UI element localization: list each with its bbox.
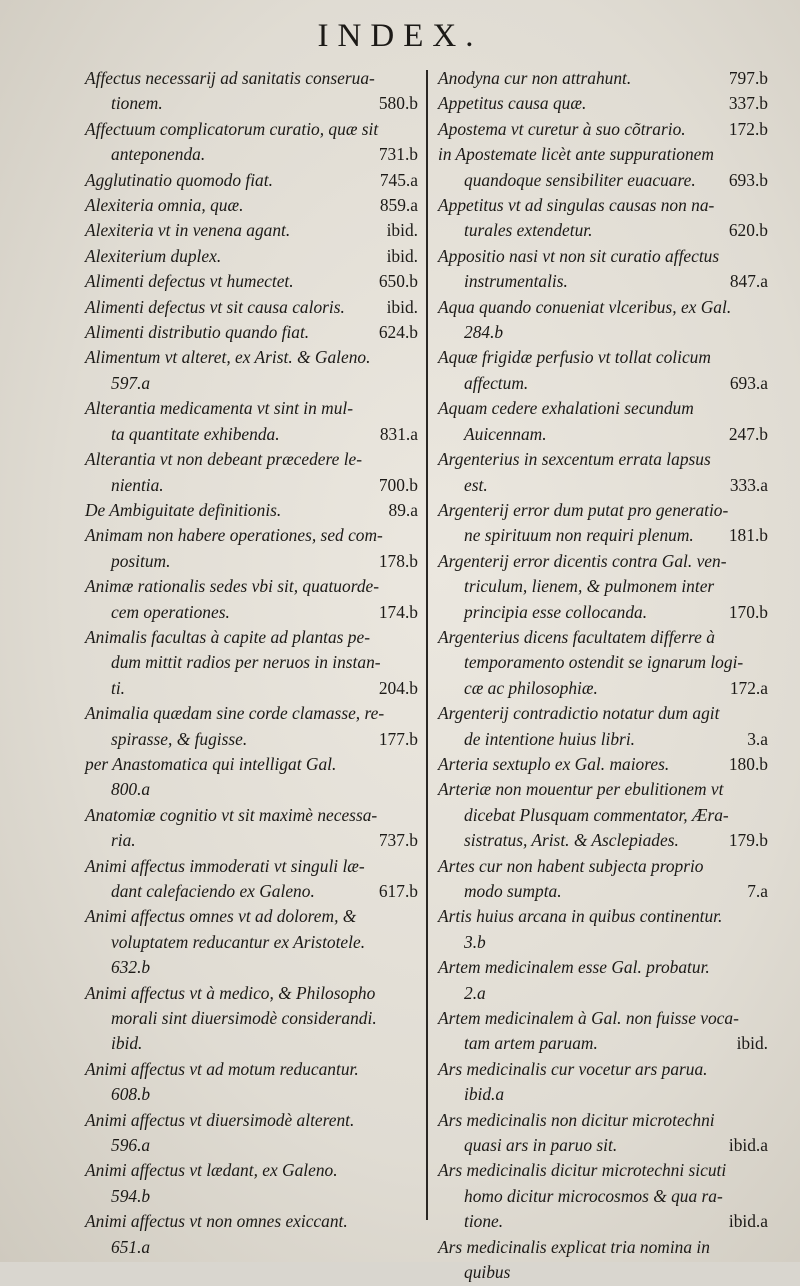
page-reference: 737.b [378,830,418,851]
entry-line [85,854,418,879]
entry-text: quasi ars in paruo sit. [464,1135,618,1156]
entry-line [438,879,768,904]
index-entry [438,295,768,346]
entry-line [438,1209,768,1234]
entry-text: est. [464,474,488,495]
entry-text: ria. [111,830,136,851]
entry-line [85,676,418,701]
entry-text: Animi affectus vt diuersimodè alterent. [85,1109,355,1130]
page-reference: 337.b [728,93,768,114]
entry-text: Artem medicinalem à Gal. non fuisse voca- [438,1008,739,1029]
entry-line [85,371,418,396]
entry-line [85,955,418,980]
index-entry [438,117,768,142]
entry-line [438,904,768,929]
page-reference: ibid.a [728,1211,768,1232]
index-entry [85,396,418,447]
entry-line [438,955,768,980]
entry-text: Animi affectus vt non omnes exiccant. [85,1211,348,1232]
entry-text: anteponenda. [111,144,206,165]
entry-line [85,828,418,853]
entry-text: Animi affectus omnes vt ad dolorem, & [85,906,357,927]
entry-text: instrumentalis. [464,271,568,292]
page-reference: ibid.a [728,1135,768,1156]
entry-text: principia esse collocanda. [464,601,648,622]
entry-text: dant calefaciendo ex Galeno. [111,881,315,901]
entry-text: positum. [111,550,171,571]
entry-line [85,803,418,828]
index-entry [438,1108,768,1159]
entry-text: Arteriæ non mouentur per ebulitionem vt [438,779,724,800]
entry-line [85,1209,418,1234]
index-entry [85,447,418,498]
entry-text: 597.a [111,372,151,393]
index-entry [85,1209,418,1260]
entry-text: nientia. [111,474,164,495]
entry-line [85,1082,418,1107]
entry-line [85,981,418,1006]
entry-text: 632.b [111,957,151,978]
entry-text: Animalia quædam sine corde clamasse, re- [85,703,385,724]
entry-text: Alexiteria omnia, quæ. [85,195,244,216]
index-entry [85,574,418,625]
entry-line [438,218,768,243]
entry-text: Appetitus vt ad singulas causas non na- [438,195,715,216]
entry-line [438,777,768,802]
entry-text: Animi affectus vt ad motum reducantur. [85,1058,359,1079]
entry-line [438,600,768,625]
page-reference: 177.b [378,728,418,749]
entry-text: cæ ac philosophiæ. [464,677,598,698]
index-entry [438,1006,768,1057]
index-entry [438,498,768,549]
page-reference: 247.b [728,423,768,444]
entry-text: dum mittit radios per neruos in instan- [111,652,381,673]
entry-text: Aqua quando conueniat vlceribus, ex Gal. [438,296,732,317]
entry-line [85,1031,418,1056]
entry-line [85,193,418,218]
entry-line [438,523,768,548]
index-entry [438,701,768,752]
entry-text: Arteria sextuplo ex Gal. maiores. [438,753,670,774]
entry-line [438,345,768,370]
entry-text: Argenterius dicens facultatem differre à [438,626,715,647]
index-entry [85,1108,418,1159]
entry-line [438,1082,768,1107]
entry-line [85,447,418,472]
page-reference: 731.b [378,144,418,165]
index-entry [85,117,418,168]
index-entry [85,218,418,243]
entry-text: Animæ rationalis sedes vbi sit, quatuorde- [85,576,380,597]
index-entry [85,269,418,294]
page-reference: 693.a [729,372,768,393]
entry-line [438,1133,768,1158]
index-entry [438,447,768,498]
index-entry [438,66,768,91]
index-entry [85,625,418,701]
entry-line [438,625,768,650]
entry-line [438,244,768,269]
entry-text: Anodyna cur non attrahunt. [438,68,632,88]
index-entry [85,752,418,803]
entry-line [438,1108,768,1133]
entry-text: homo dicitur microcosmos & qua ra- [464,1185,723,1206]
entry-text: dicebat Plusquam commentator, Æra- [464,804,729,825]
entry-line [85,600,418,625]
entry-text: quandoque sensibiliter euacuare. [464,169,696,190]
entry-line [438,1184,768,1209]
page-reference: 3.a [747,728,768,749]
index-entry [85,1057,418,1108]
entry-line [85,752,418,777]
entry-text: Appetitus causa quæ. [438,93,587,114]
entry-line [85,523,418,548]
entry-line [85,1057,418,1082]
page-reference: 170.b [728,601,768,622]
page-reference: 179.b [728,830,768,851]
entry-line [438,828,768,853]
entry-text: Aquæ frigidæ perfusio vt tollat colicum [438,347,711,368]
page-reference: 745.a [379,169,418,190]
entry-text: 594.b [111,1185,151,1206]
page-reference: ibid. [386,296,418,317]
right-column [438,66,768,1286]
index-entry [438,91,768,116]
page-reference: 89.a [388,499,418,520]
entry-line [438,269,768,294]
entry-text: Argenterij error dicentis contra Gal. ven- [438,550,727,571]
index-entry [85,904,418,980]
entry-line [438,142,768,167]
page-reference: 617.b [378,881,418,901]
entry-line [85,701,418,726]
column-divider [426,70,428,1220]
page-reference: 204.b [378,677,418,698]
entry-line [85,295,418,320]
entry-line [438,981,768,1006]
entry-text: tam artem paruam. [464,1033,598,1054]
entry-text: ibid.a [464,1084,505,1105]
entry-text: cem operationes. [111,601,230,622]
entry-line [438,473,768,498]
index-entry [438,955,768,1006]
entry-text: 596.a [111,1135,151,1156]
index-entry [438,625,768,701]
page-reference: 174.b [378,601,418,622]
index-entry [85,168,418,193]
entry-text: Argenterij contradictio notatur dum agit [438,703,720,724]
entry-line [438,66,768,91]
entry-line [85,244,418,269]
entry-text: spirasse, & fugisse. [111,728,248,749]
entry-line [438,396,768,421]
index-entry [85,803,418,854]
index-entry [85,295,418,320]
entry-line [438,1057,768,1082]
entry-text: Alimenti defectus vt humectet. [85,271,294,292]
entry-text: ta quantitate exhibenda. [111,423,280,444]
entry-text: turales extendetur. [464,220,593,241]
entry-line [438,117,768,142]
entry-text: Auicennam. [464,423,547,444]
entry-text: tione. [464,1211,504,1232]
index-entry [85,523,418,574]
entry-line [438,371,768,396]
page-reference: 831.a [379,423,418,444]
entry-line [85,549,418,574]
entry-line [438,1031,768,1056]
entry-text: tionem. [111,93,163,114]
entry-text: Animalis facultas à capite ad plantas pe- [85,626,370,647]
entry-text: Artes cur non habent subjecta proprio [438,855,704,876]
index-entry [438,396,768,447]
entry-line [438,1235,768,1260]
entry-text: ti. [111,677,126,698]
index-entry [438,142,768,193]
page-reference: 7.a [747,881,768,901]
entry-line [85,91,418,116]
index-entry [85,854,418,905]
entry-text: Argenterius in sexcentum errata lapsus [438,449,711,470]
entry-line [85,142,418,167]
entry-line [85,904,418,929]
entry-line [85,66,418,91]
index-entry [438,1057,768,1108]
entry-line [438,803,768,828]
index-entry [85,66,418,117]
entry-text: Ars medicinalis non dicitur microtechni [438,1109,715,1130]
entry-text: Alexiterium duplex. [85,245,222,266]
entry-text: triculum, lienem, & pulmonem inter [464,576,715,597]
entry-line [85,625,418,650]
entry-line [438,752,768,777]
entry-text: Artis huius arcana in quibus continentur. [438,906,723,927]
entry-line [438,168,768,193]
entry-line [438,650,768,675]
index-entry [85,498,418,523]
entry-text: Anatomiæ cognitio vt sit maximè necessa- [85,804,378,825]
entry-text: Animam non habere operationes, sed com- [85,525,383,546]
index-entry [85,981,418,1057]
entry-text: Ars medicinalis dicitur microtechni sicuti [438,1160,727,1181]
entry-line [85,117,418,142]
entry-line [85,727,418,752]
page-reference: 333.a [729,474,768,495]
entry-line [438,930,768,955]
index-entry [85,1158,418,1209]
page-reference: 620.b [728,220,768,241]
page-reference: 797.b [728,68,768,88]
entry-line [438,1006,768,1031]
page-reference: 172.a [729,677,768,698]
page-reference: ibid. [386,245,418,266]
entry-text: de intentione huius libri. [464,728,635,749]
entry-text: 608.b [111,1084,151,1105]
entry-line [438,193,768,218]
entry-line [85,879,418,904]
index-entry [438,345,768,396]
entry-text: Aquam cedere exhalationi secundum [438,398,694,419]
entry-text: Affectuum complicatorum curatio, quæ sit [85,118,379,139]
page-reference: 172.b [728,118,768,139]
entry-text: Alimenti distributio quando fiat. [85,322,310,343]
index-entry [438,854,768,905]
entry-line [438,422,768,447]
entry-line [85,930,418,955]
index-entry [85,193,418,218]
page-reference: ibid. [386,220,418,241]
entry-text: Alterantia vt non debeant præcedere le- [85,449,363,470]
page-reference: 700.b [378,474,418,495]
entry-line [85,396,418,421]
entry-text: temporamento ostendit se ignarum logi- [464,652,744,673]
entry-line [438,320,768,345]
entry-text: sistratus, Arist. & Asclepiades. [464,830,679,851]
page-header: INDEX. [317,18,483,54]
entry-line [85,498,418,523]
entry-line [85,1235,418,1260]
page-reference: 180.b [728,753,768,774]
entry-line [85,650,418,675]
entry-text: Apostema vt curetur à suo cõtrario. [438,118,686,139]
entry-line [438,91,768,116]
index-entry [438,193,768,244]
entry-line [85,1184,418,1209]
entry-line [438,574,768,599]
entry-line [438,549,768,574]
entry-text: Argenterij error dum putat pro generatio- [438,499,729,520]
page-reference: 178.b [378,550,418,571]
entry-text: morali sint diuersimodè considerandi. [111,1008,377,1029]
entry-line [438,701,768,726]
entry-text: 3.b [464,931,486,952]
entry-line [85,574,418,599]
entry-line [85,1133,418,1158]
entry-line [438,727,768,752]
entry-text: Alimentum vt alteret, ex Arist. & Galeno. [85,347,371,368]
index-entry [438,1158,768,1234]
entry-line [85,269,418,294]
index-entry [85,244,418,269]
entry-text: affectum. [464,372,529,393]
entry-line [438,1260,768,1285]
page-reference: 181.b [728,525,768,546]
index-entry [438,904,768,955]
entry-line [85,473,418,498]
page-reference: ibid. [736,1033,768,1054]
entry-text: Affectus necessarij ad sanitatis conserua- [85,68,375,88]
page-reference: 650.b [378,271,418,292]
index-entry [438,777,768,853]
index-entry [438,752,768,777]
entry-line [438,676,768,701]
entry-line [85,1006,418,1031]
entry-text: Alimenti defectus vt sit causa caloris. [85,296,345,317]
entry-text: in Apostemate licèt ante suppurationem [438,144,714,165]
entry-text: 284.b [464,322,504,343]
index-entry [85,345,418,396]
entry-text: Animi affectus vt à medico, & Philosopho [85,982,376,1003]
entry-text: Alexiteria vt in venena agant. [85,220,291,241]
entry-line [85,422,418,447]
entry-text: Alterantia medicamenta vt sint in mul- [85,398,354,419]
entry-text: Animi affectus vt lædant, ex Galeno. [85,1160,338,1181]
entry-line [438,447,768,472]
entry-text: Appositio nasi vt non sit curatio affectus [438,245,720,266]
entry-line [85,168,418,193]
index-entry [85,701,418,752]
index-entry [438,1235,768,1286]
entry-text: De Ambiguitate definitionis. [85,499,282,520]
index-entry [438,549,768,625]
entry-text: 800.a [111,779,151,800]
entry-text: ibid. [111,1033,143,1054]
entry-line [438,295,768,320]
entry-line [85,320,418,345]
entry-line [85,1108,418,1133]
entry-line [438,854,768,879]
entry-text: Agglutinatio quomodo fiat. [85,169,273,190]
entry-text: voluptatem reducantur ex Aristotele. [111,931,366,952]
left-column [85,66,418,1260]
entry-line [85,345,418,370]
entry-text: quibus [464,1262,511,1283]
page-reference: 693.b [728,169,768,190]
entry-text: 651.a [111,1236,151,1257]
page-reference: 847.a [729,271,768,292]
entry-line [438,498,768,523]
entry-line [85,218,418,243]
entry-line [85,777,418,802]
index-entry [438,244,768,295]
entry-text: ne spirituum non requiri plenum. [464,525,694,546]
entry-text: modo sumpta. [464,881,562,901]
entry-text: 2.a [464,982,486,1003]
entry-line [85,1158,418,1183]
entry-text: per Anastomatica qui intelligat Gal. [85,753,337,774]
page-reference: 859.a [379,195,418,216]
entry-text: Ars medicinalis cur vocetur ars parua. [438,1058,708,1079]
entry-text: Artem medicinalem esse Gal. probatur. [438,957,710,978]
index-entry [85,320,418,345]
entry-line [438,1158,768,1183]
page-reference: 624.b [378,322,418,343]
entry-text: Ars medicinalis explicat tria nomina in [438,1236,710,1257]
page-reference: 580.b [378,93,418,114]
entry-text: Animi affectus immoderati vt singuli læ- [85,855,365,876]
